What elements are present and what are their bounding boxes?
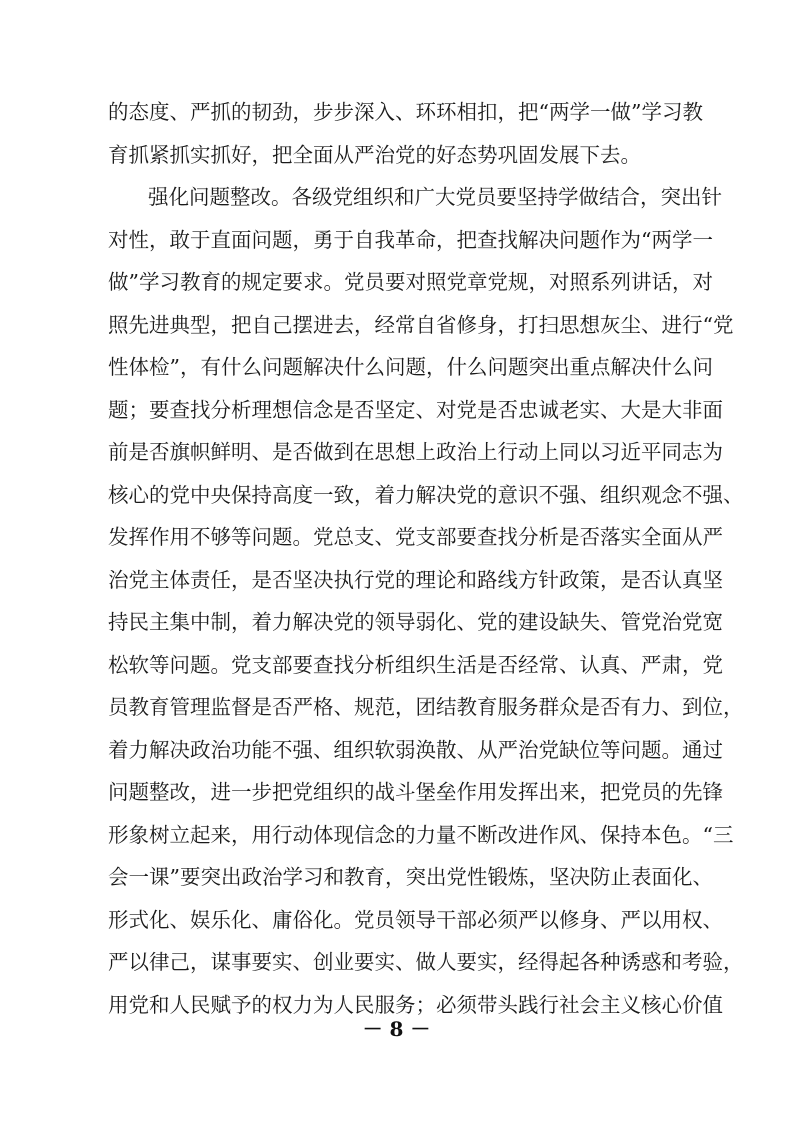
page-number: － 8 －: [362, 1017, 431, 1041]
text-line: 育抓紧抓实抓好，把全面从严治党的好态势巩固发展下去。: [108, 142, 641, 167]
text-line: 做”学习教育的规定要求。党员要对照党章党规，对照系列讲话，对: [108, 270, 713, 294]
text-line: 形式化、娱乐化、庸俗化。党员领导干部必须严以修身、严以用权、: [108, 907, 723, 932]
text-line: 松软等问题。党支部要查找分析组织生活是否经常、认真、严肃，党: [108, 652, 723, 677]
text-line: 持民主集中制，着力解决党的领导弱化、党的建设缺失、管党治党宽: [108, 610, 723, 634]
text-line: 性体检”，有什么问题解决什么问题，什么问题突出重点解决什么问: [108, 355, 713, 379]
text-line: 会一课”要突出政治学习和教育，突出党性锻炼，坚决防止表面化、: [108, 865, 713, 889]
text-line: 核心的党中央保持高度一致，着力解决党的意识不强、组织观念不强、: [108, 482, 744, 507]
paragraph-heading-line: 强化问题整改。各级党组织和广大党员要坚持学做结合，突出针: [148, 185, 722, 209]
text-line: 治党主体责任，是否坚决执行党的理论和路线方针政策，是否认真坚: [108, 567, 723, 592]
text-line: 用党和人民赋予的权力为人民服务；必须带头践行社会主义核心价值: [108, 992, 723, 1017]
text-line: 照先进典型，把自己摆进去，经常自省修身，打扫思想灰尘、进行“党: [108, 312, 734, 337]
text-line: 问题整改，进一步把党组织的战斗堡垒作用发挥出来，把党员的先锋: [108, 780, 723, 804]
text-line: 发挥作用不够等问题。党总支、党支部要查找分析是否落实全面从严: [108, 525, 723, 549]
text-line: 形象树立起来，用行动体现信念的力量不断改进作风、保持本色。“三: [108, 822, 734, 847]
text-line: 严以律己，谋事要实、创业要实、做人要实，经得起各种诱惑和考验，: [108, 950, 744, 974]
text-line: 着力解决政治功能不强、组织软弱涣散、从严治党缺位等问题。通过: [108, 737, 723, 762]
text-line: 题；要查找分析理想信念是否坚定、对党是否忠诚老实、大是大非面: [108, 397, 723, 422]
text-line: 的态度、严抓的韧劲，步步深入、环环相扣，把“两学一做”学习教: [108, 100, 703, 124]
text-line: 前是否旗帜鲜明、是否做到在思想上政治上行动上同以习近平同志为: [108, 440, 723, 464]
text-line: 对性，敢于直面问题，勇于自我革命，把查找解决问题作为“两学一: [108, 227, 713, 252]
text-line: 员教育管理监督是否严格、规范，团结教育服务群众是否有力、到位，: [108, 695, 744, 719]
